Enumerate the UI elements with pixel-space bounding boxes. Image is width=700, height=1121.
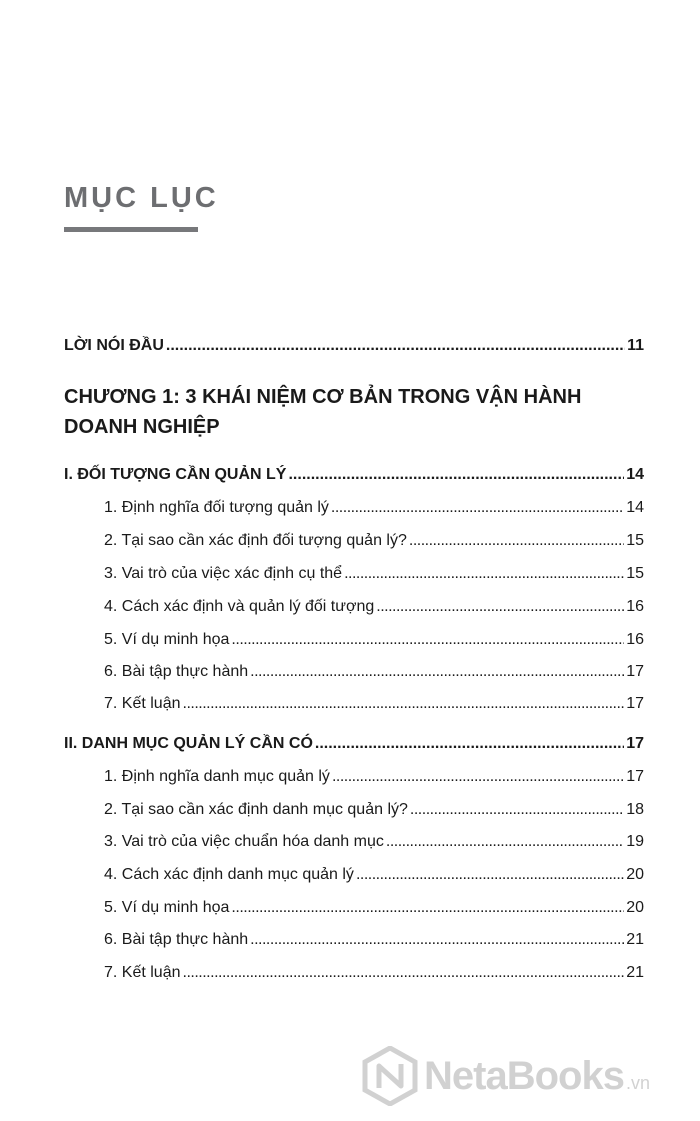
page-title: MỤC LỤC	[64, 182, 219, 214]
dot-leader	[356, 866, 624, 884]
dot-leader	[376, 598, 624, 616]
toc-item[interactable]	[104, 659, 644, 681]
toc-item-label: 4. Cách xác định danh mục quản lý	[104, 866, 354, 883]
toc-item-label: 2. Tại sao cần xác định đối tượng quản lý?	[104, 532, 407, 549]
toc-page-number: 14	[626, 499, 644, 516]
toc-page-number: 17	[626, 768, 644, 785]
netabooks-logo-icon	[362, 1046, 418, 1106]
dot-leader	[166, 337, 625, 355]
dot-leader	[250, 663, 624, 681]
toc-item[interactable]	[104, 528, 644, 550]
toc-page-number: 20	[626, 899, 644, 916]
toc-item[interactable]	[104, 627, 644, 649]
toc-item[interactable]	[104, 764, 644, 786]
toc-item[interactable]	[104, 862, 644, 884]
dot-leader	[183, 964, 625, 982]
toc-page-number: 14	[626, 466, 644, 483]
title-underline	[64, 227, 198, 232]
dot-leader	[231, 899, 624, 917]
dot-leader	[231, 631, 624, 649]
toc-page-number: 11	[627, 337, 644, 354]
toc-section-label: I. ĐỐI TƯỢNG CẦN QUẢN LÝ	[64, 466, 287, 483]
toc-item[interactable]	[104, 927, 644, 949]
toc-page-number: 17	[626, 663, 644, 680]
dot-leader	[331, 499, 624, 517]
dot-leader	[315, 735, 624, 753]
dot-leader	[250, 931, 624, 949]
toc-item-label: 7. Kết luận	[104, 695, 181, 712]
toc-item[interactable]	[104, 895, 644, 917]
toc-item[interactable]	[104, 829, 644, 851]
toc-item[interactable]	[104, 561, 644, 583]
toc-section-2[interactable]	[64, 731, 644, 753]
chapter-heading	[64, 382, 624, 442]
dot-leader	[332, 768, 624, 786]
toc-item-label: 6. Bài tập thực hành	[104, 663, 249, 680]
dot-leader	[288, 466, 624, 484]
dot-leader	[386, 833, 624, 851]
toc-page-number: 17	[626, 735, 644, 752]
toc-page-number: 16	[626, 598, 644, 615]
toc-item-label: 4. Cách xác định và quản lý đối tượng	[104, 598, 375, 615]
toc-page-number: 20	[626, 866, 644, 883]
toc-item[interactable]	[104, 797, 644, 819]
toc-item-label: 5. Ví dụ minh họa	[104, 631, 230, 648]
toc-item-label: 7. Kết luận	[104, 964, 181, 981]
toc-item-label: 6. Bài tập thực hành	[104, 931, 249, 948]
toc-page-number: 15	[626, 565, 644, 582]
toc-page-number: 21	[626, 964, 644, 981]
dot-leader	[344, 565, 624, 583]
toc-item-label: 5. Ví dụ minh họa	[104, 899, 230, 916]
toc-page-number: 17	[626, 695, 644, 712]
toc-page-number: 21	[626, 931, 644, 948]
chapter-title-line-1: CHƯƠNG 1: 3 KHÁI NIỆM CƠ BẢN TRONG VẬN HÀNH	[64, 386, 582, 408]
toc-item[interactable]	[104, 495, 644, 517]
toc-entry-preface[interactable]	[64, 333, 644, 355]
toc-page-number: 19	[626, 833, 644, 850]
toc-item-label: 2. Tại sao cần xác định danh mục quản lý?	[104, 801, 408, 818]
dot-leader	[409, 532, 624, 550]
toc-section-1[interactable]	[64, 462, 644, 484]
watermark	[362, 1044, 682, 1108]
toc-section-label: II. DANH MỤC QUẢN LÝ CẦN CÓ	[64, 735, 313, 752]
toc-item[interactable]	[104, 960, 644, 982]
watermark-brand: NetaBooks	[424, 1053, 624, 1098]
watermark-suffix: .vn	[625, 1072, 650, 1093]
toc-item[interactable]	[104, 594, 644, 616]
toc-item-label: 1. Định nghĩa danh mục quản lý	[104, 768, 330, 785]
toc-page-number: 16	[626, 631, 644, 648]
toc-page-number: 15	[626, 532, 644, 549]
dot-leader	[183, 695, 625, 713]
toc-page-number: 18	[626, 801, 644, 818]
dot-leader	[410, 801, 624, 819]
chapter-title-line-2: DOANH NGHIỆP	[64, 416, 220, 438]
toc-item-label: 3. Vai trò của việc xác định cụ thể	[104, 565, 343, 582]
toc-item[interactable]	[104, 691, 644, 713]
toc-item-label: 3. Vai trò của việc chuẩn hóa danh mục	[104, 833, 384, 850]
toc-entry-label: LỜI NÓI ĐẦU	[64, 337, 164, 354]
toc-item-label: 1. Định nghĩa đối tượng quản lý	[104, 499, 329, 516]
